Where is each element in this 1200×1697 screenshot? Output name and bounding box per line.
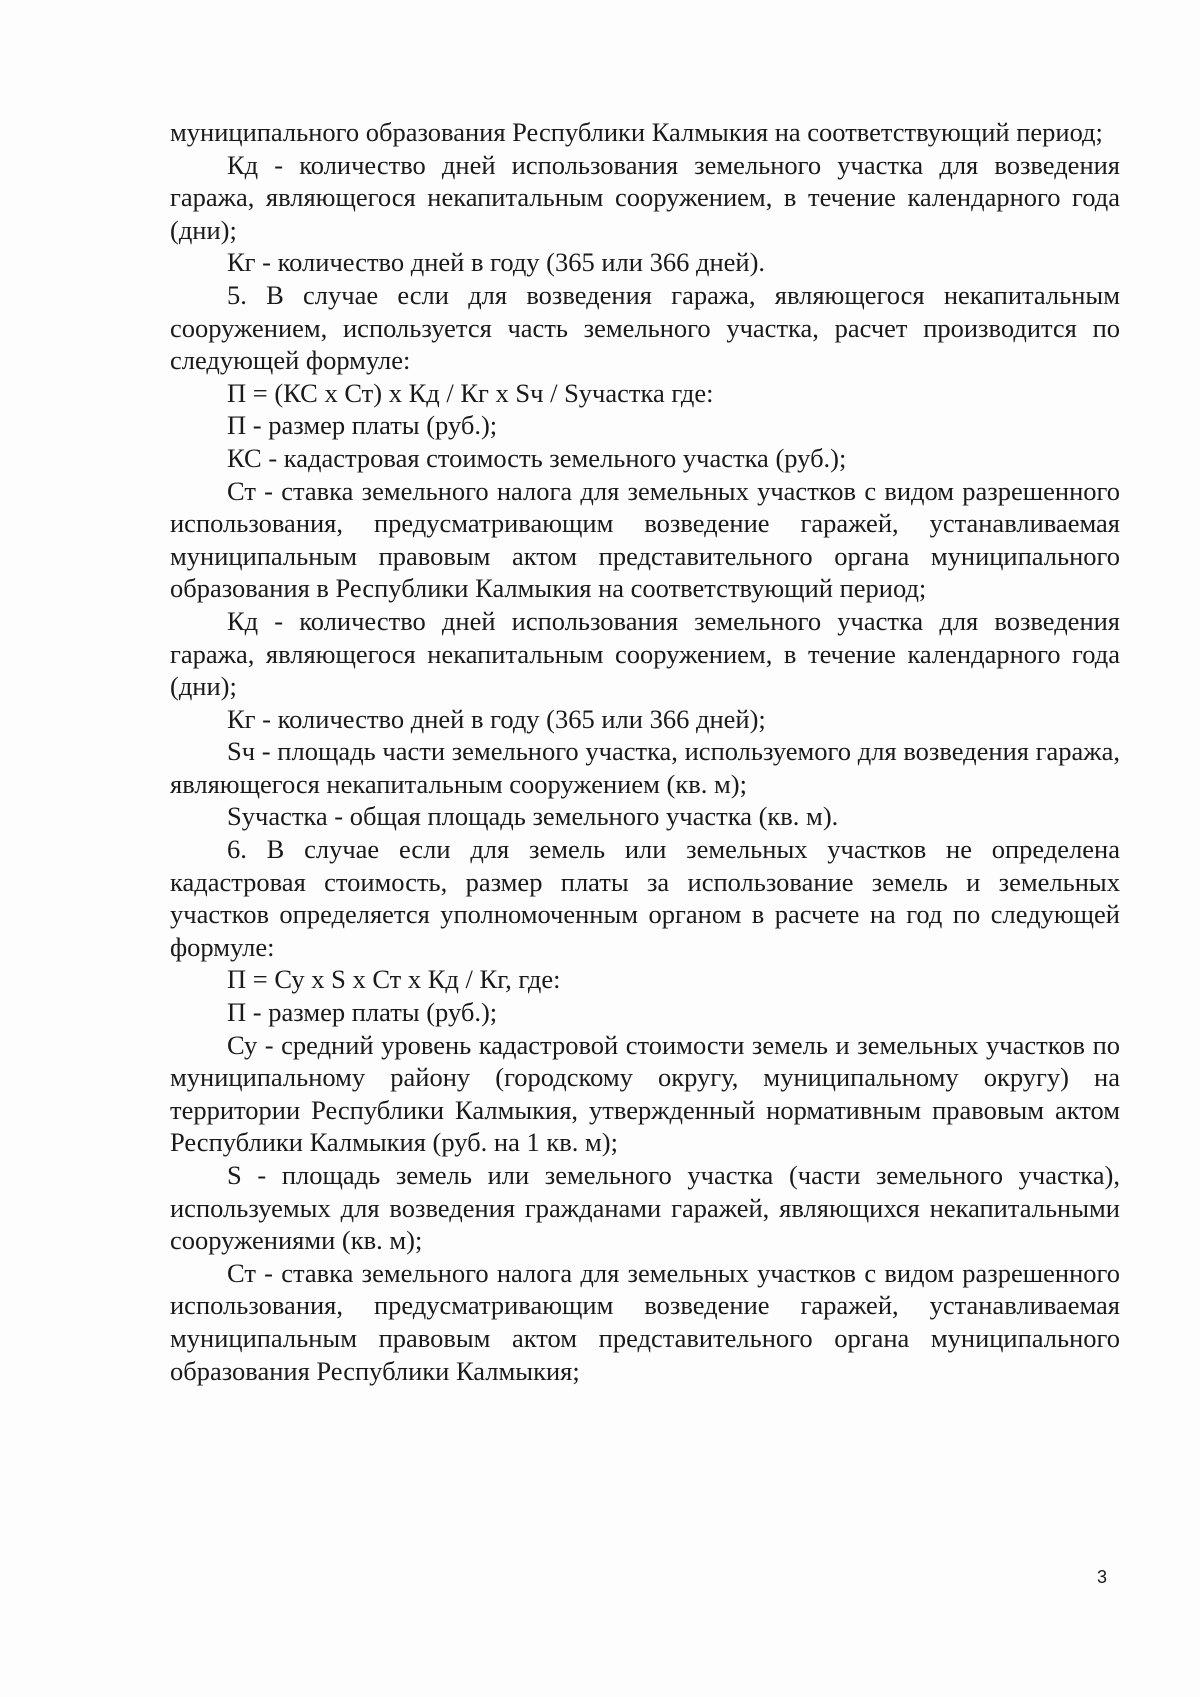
paragraph-item-6: 6. В случае если для земель или земельных участков не определена кадастровая стоимость, размер платы за использование земель и земельных участков определяется уполномоченным органом в расчете на год по следующей формуле: — [170, 834, 1120, 962]
paragraph-su-definition: Су - средний уровень кадастровой стоимости земель и земельных участков по муниципальному району (городскому округу, муниципальному округу) на территории Республики Калмыкия, утвержденный нормативным правовым актом Республики Калмыкия (руб. на 1 кв. м); — [170, 1029, 1120, 1158]
paragraph-continuation: муниципального образования Республики Калмыкия на соответствующий период; — [170, 117, 1103, 147]
paragraph-st-definition: Ст - ставка земельного налога для земельных участков с видом разрешенного использования, предусматривающим возведение гаражей, устанавливаемая муниципальным правовым актом представительного органа муниципального образования в Республики Калмыкия на соответствующий период; — [170, 475, 1120, 604]
paragraph-st-definition-2: Ст - ставка земельного налога для земельных участков с видом разрешенного использования, предусматривающим возведение гаражей, устанавливаемая муниципальным правовым актом представительного органа муниципального образования Республики Калмыкия; — [170, 1257, 1120, 1386]
paragraph-kg-definition-2: Кг - количество дней в году (365 или 366 дней); — [227, 703, 766, 734]
paragraph-item-5: 5. В случае если для возведения гаража, являющегося некапитальным сооружением, используется часть земельного участка, расчет производится по следующей формуле: — [170, 279, 1120, 376]
paragraph-kd-definition-2: Кд - количество дней использования земельного участка для возведения гаража, являющегося некапитальным сооружением, в течение календарного года (дни); — [170, 605, 1120, 702]
paragraph-kd-definition: Кд - количество дней использования земельного участка для возведения гаража, являющегося некапитальным сооружением, в течение календарного года (дни); — [170, 149, 1120, 245]
page-number: 3 — [1097, 1567, 1108, 1587]
document-body — [170, 116, 1120, 1387]
paragraph-p-definition-2: П - размер платы (руб.); — [227, 997, 498, 1028]
paragraph-splot-definition: Sучастка - общая площадь земельного участка (кв. м). — [227, 801, 839, 832]
paragraph-sch-definition: Sч - площадь части земельного участка, используемого для возведения гаража, являющегося некапитальным сооружением (кв. м); — [170, 736, 1120, 799]
paragraph-kg-definition: Кг - количество дней в году (365 или 366 дней). — [227, 247, 766, 278]
formula-partial-plot: П = (КС х Ст) х Кд / Кг х Sч / Sучастка где: — [227, 377, 714, 408]
paragraph-p-definition: П - размер платы (руб.); — [227, 410, 498, 441]
formula-no-cadastral: П = Су х S х Ст х Кд / Кг, где: — [227, 964, 561, 995]
paragraph-s-definition: S - площадь земель или земельного участка (части земельного участка), используемых для возведения гражданами гаражей, являющихся некапитальными сооружениями (кв. м); — [170, 1160, 1120, 1256]
paragraph-ks-definition: КС - кадастровая стоимость земельного участка (руб.); — [227, 442, 847, 473]
